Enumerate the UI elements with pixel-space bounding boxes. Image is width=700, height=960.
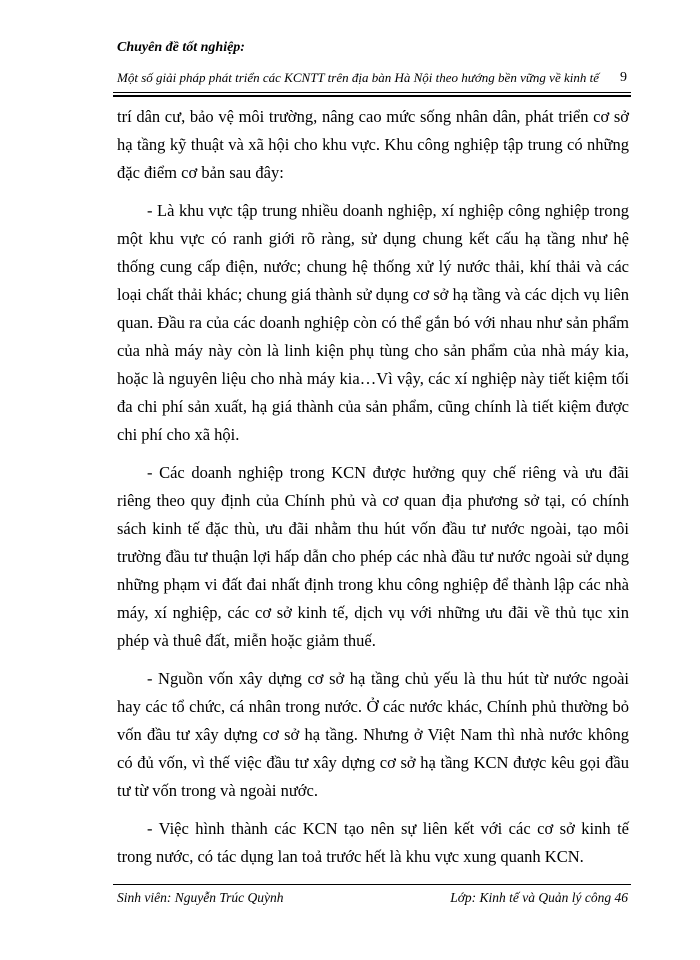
header-divider [113, 92, 631, 93]
header-divider-thick [113, 95, 631, 97]
paragraph-bullet-4: - Việc hình thành các KCN tạo nên sự liên kết với các cơ sở kinh tế trong nước, có tác dụng lan toả trước hết là khu vực xung quanh KCN. [117, 819, 629, 866]
document-body [117, 103, 629, 881]
header-subtitle [117, 70, 627, 86]
paragraph-bullet-3: - Nguồn vốn xây dựng cơ sở hạ tầng chủ yếu là thu hút từ nước ngoài hay các tổ chức, cá nhân trong nước. Ở các nước khác, Chính phủ thường bỏ vốn đầu tư xây dựng cơ sở hạ tầng. Nhưng ở Việt Nam thì nhà nước không có đủ vốn, vì thế việc đầu tư xây dựng cơ sở hạ tầng KCN được kêu gọi đầu tư từ vốn trong và ngoài nước. [117, 669, 629, 800]
paragraph-intro: trí dân cư, bảo vệ môi trường, nâng cao mức sống nhân dân, phát triển cơ sở hạ tầng kỹ thuật và xã hội cho khu vực. Khu công nghiệp tập trung có những đặc điểm cơ bản sau đây: [117, 107, 629, 182]
paragraph-bullet-2: - Các doanh nghiệp trong KCN được hưởng quy chế riêng và ưu đãi riêng theo quy định của Chính phủ và cơ quan địa phương sở tại, có chính sách kinh tế đặc thù, ưu đãi nhằm thu hút vốn đầu tư nước ngoài, tạo môi trường đầu tư thuận lợi hấp dẫn cho phép các nhà đầu tư nước ngoài sử dụng những phạm vi đất đai nhất định trong khu công nghiệp để thành lập các nhà máy, xí nghiệp, các cơ sở kinh tế, dịch vụ với những ưu đãi về thủ tục xin phép và thuê đất, miễn hoặc giảm thuế. [117, 463, 629, 650]
footer-divider [113, 884, 631, 885]
footer-class: Lớp: Kinh tế và Quản lý công 46 [450, 890, 628, 905]
footer-student: Sinh viên: Nguyễn Trúc Quỳnh [117, 890, 284, 905]
header-title: Chuyên đề tốt nghiệp: [117, 40, 245, 55]
paragraph-bullet-1: - Là khu vực tập trung nhiều doanh nghiệp, xí nghiệp công nghiệp trong một khu vực có ranh giới rõ ràng, sử dụng chung kết cấu hạ tầng như hệ thống cung cấp điện, nước; chung hệ thống xử lý nước thải, khí thải và các loại chất thải khác; chung giá thành sử dụng cơ sở hạ tầng và các dịch vụ liên quan. Đầu ra của các doanh nghiệp còn có thể gắn bó với nhau như sản phẩm của nhà máy này còn là linh kiện phụ tùng cho sản phẩm của nhà máy kia, hoặc là nguyên liệu cho nhà máy kia…Vì vậy, các xí nghiệp này tiết kiệm tối đa chi phí sản xuất, hạ giá thành của sản phẩm, cũng chính là tiết kiệm được chi phí cho xã hội. [117, 201, 629, 444]
header-subtitle-text: Một số giải pháp phát triển các KCNTT trên địa bàn Hà Nội theo hướng bền vững về kinh tế [117, 70, 599, 85]
page-number: 9 [620, 70, 627, 85]
